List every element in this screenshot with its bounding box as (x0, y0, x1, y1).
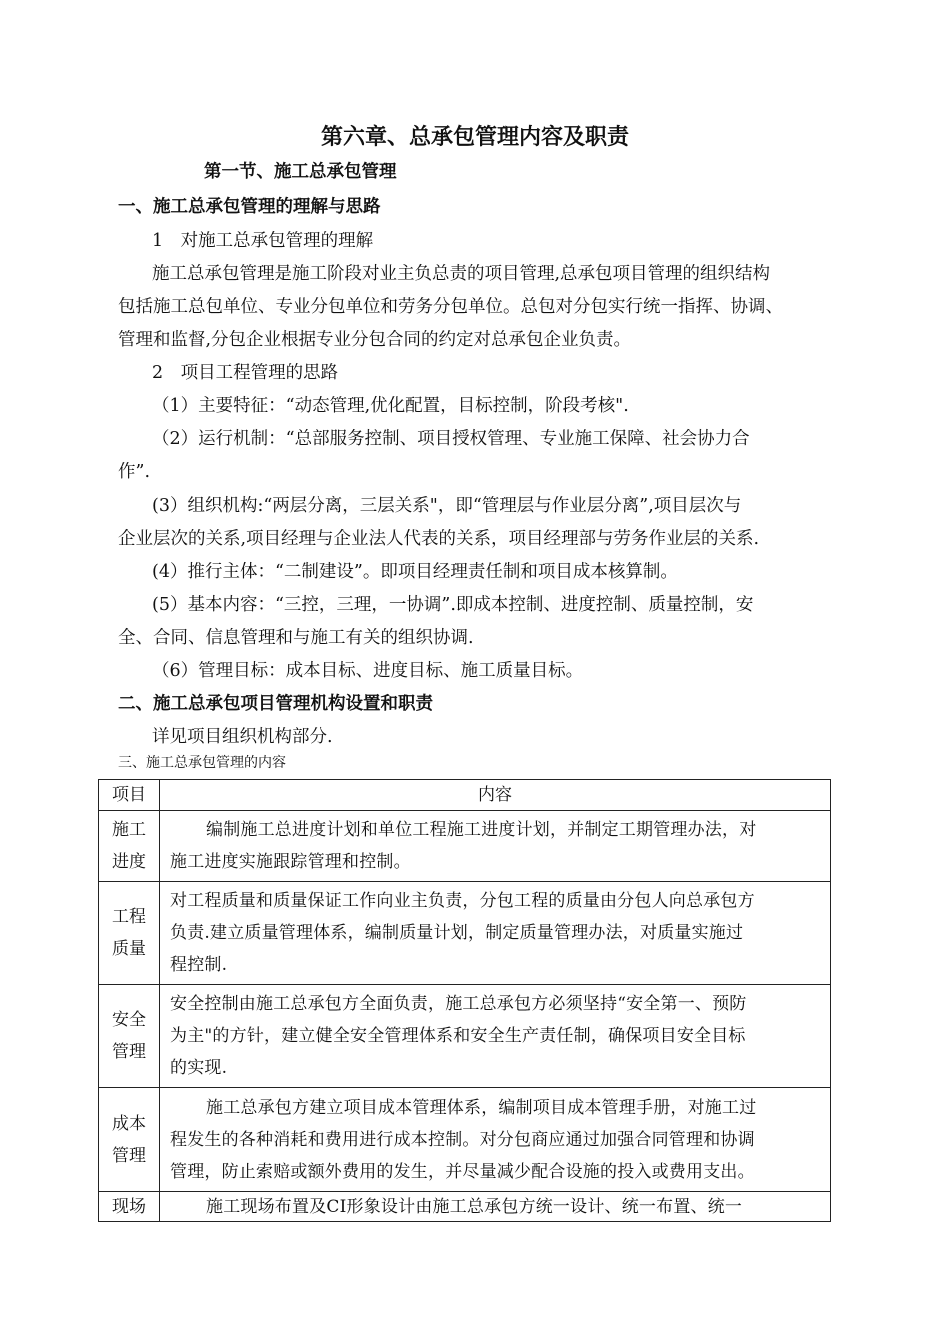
list-item: （2）运行机制：“总部服务控制、项目授权管理、专业施工保障、社会协力合 (152, 429, 750, 449)
management-content-table (98, 779, 831, 1222)
table-row (99, 985, 831, 1088)
list-item: （1）主要特征：“动态管理,优化配置，目标控制，阶段考核". (152, 396, 629, 416)
row-label-line: 成本 (112, 1113, 146, 1134)
row-label-line: 安全 (112, 1010, 146, 1030)
row-content-line: 的实现. (170, 1058, 228, 1078)
row-content (160, 882, 831, 985)
row-label-line: 现场 (112, 1196, 146, 1217)
row-content-line: 施工进度实施跟踪管理和控制。 (170, 852, 411, 872)
table-row (99, 882, 831, 985)
table-row (99, 811, 831, 882)
row-content (160, 985, 831, 1088)
row-label (99, 811, 160, 882)
paragraph-organization: 详见项目组织机构部分. (152, 727, 333, 747)
list-item: （6）管理目标：成本目标、进度目标、施工质量目标。 (152, 661, 584, 681)
table-caption: 三、施工总承包管理的内容 (118, 755, 286, 771)
chapter-title: 第六章、总承包管理内容及职责 (320, 124, 629, 150)
row-content (160, 811, 831, 882)
row-label-line: 工程 (112, 907, 146, 927)
row-label-line: 管理 (112, 1145, 146, 1166)
subheading-understanding: 1 对施工总承包管理的理解 (152, 231, 374, 251)
header-cell-item: 项目 (99, 780, 160, 811)
list-item: (5）基本内容：“三控，三理，一协调”.即成本控制、进度控制、质量控制，安 (152, 595, 754, 615)
paragraph-line: 包括施工总包单位、专业分包单位和劳务分包单位。总包对分包实行统一指挥、协调、 (118, 297, 783, 317)
row-label-line: 质量 (112, 939, 146, 959)
list-item: (3）组织机构:“两层分离，三层关系"，即“管理层与作业层分离”,项目层次与 (152, 496, 742, 516)
paragraph-line: 管理和监督,分包企业根据专业分包合同的约定对总承包企业负责。 (118, 330, 632, 350)
row-label-line: 进度 (112, 852, 146, 872)
row-label-line: 管理 (112, 1042, 146, 1062)
paragraph-line: 施工总承包管理是施工阶段对业主负总责的项目管理,总承包项目管理的组织结构 (152, 264, 771, 284)
row-label (99, 882, 160, 985)
table-row (99, 1192, 831, 1222)
heading-understanding: 一、施工总承包管理的理解与思路 (118, 197, 381, 217)
subheading-approach: 2 项目工程管理的思路 (152, 363, 339, 383)
table-row (99, 1088, 831, 1192)
list-item-continuation: 作”. (118, 462, 151, 482)
row-content-line: 施工现场布置及CI形象设计由施工总承包方统一设计、统一布置、统一 (206, 1196, 743, 1217)
heading-organization: 二、施工总承包项目管理机构设置和职责 (118, 694, 433, 714)
row-label (99, 1192, 160, 1222)
row-label (99, 1088, 160, 1192)
row-content-line: 程控制. (170, 955, 228, 975)
row-label-line: 施工 (112, 820, 146, 840)
row-content-line: 编制施工总进度计划和单位工程施工进度计划，并制定工期管理办法，对 (206, 820, 757, 840)
row-content-line: 安全控制由施工总承包方全面负责，施工总承包方必须坚持“安全第一、预防 (170, 994, 747, 1014)
list-item-continuation: 企业层次的关系,项目经理与企业法人代表的关系，项目经理部与劳务作业层的关系. (118, 529, 760, 549)
row-content (160, 1088, 831, 1192)
list-item-continuation: 全、合同、信息管理和与施工有关的组织协调. (118, 628, 474, 648)
row-content-line: 施工总承包方建立项目成本管理体系，编制项目成本管理手册，对施工过 (206, 1097, 757, 1118)
row-content-line: 程发生的各种消耗和费用进行成本控制。对分包商应通过加强合同管理和协调 (170, 1129, 755, 1150)
row-content-line: 为主"的方针，建立健全安全管理体系和安全生产责任制，确保项目安全目标 (170, 1026, 746, 1046)
section-title: 第一节、施工总承包管理 (204, 162, 397, 182)
row-content (160, 1192, 831, 1222)
list-item: (4）推行主体：“二制建设”。即项目经理责任制和项目成本核算制。 (152, 562, 678, 582)
row-content-line: 管理，防止索赔或额外费用的发生，并尽量减少配合设施的投入或费用支出。 (170, 1161, 755, 1182)
row-label (99, 985, 160, 1088)
table-header-row (99, 780, 831, 811)
row-content-line: 负责.建立质量管理体系，编制质量计划，制定质量管理办法，对质量实施过 (170, 923, 744, 943)
row-content-line: 对工程质量和质量保证工作向业主负责，分包工程的质量由分包人向总承包方 (170, 891, 755, 911)
header-cell-content: 内容 (160, 780, 831, 811)
